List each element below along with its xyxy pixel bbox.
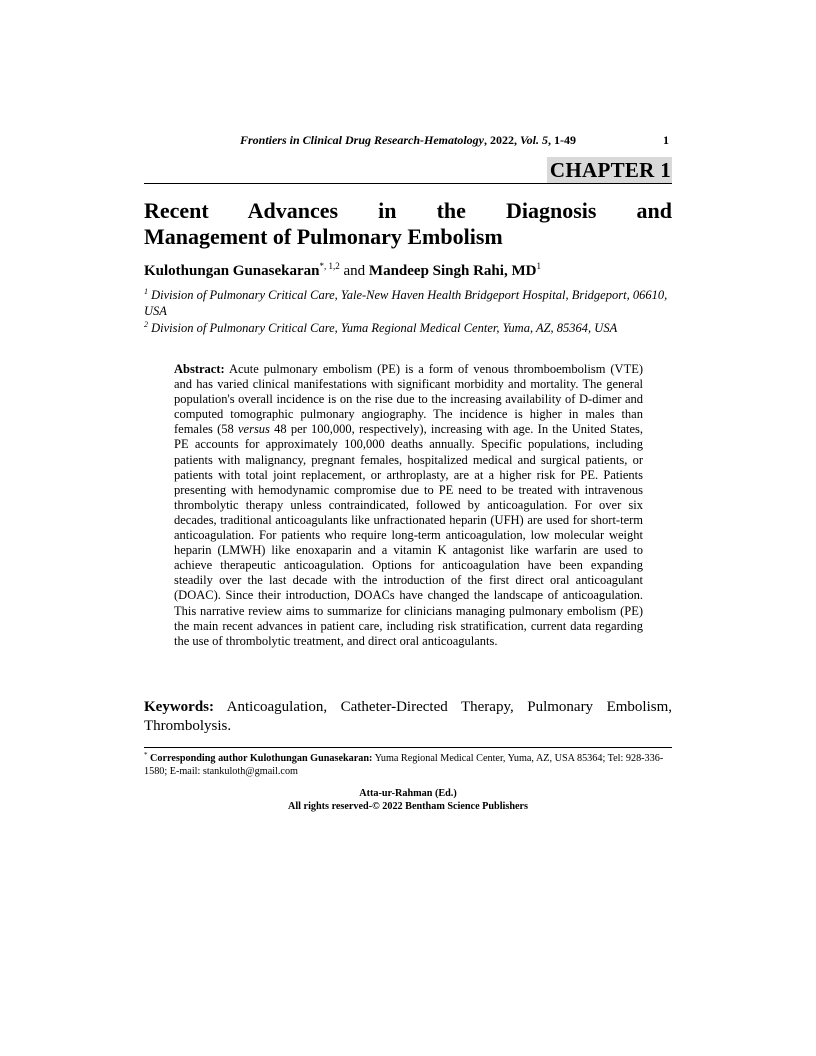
copyright-line: All rights reserved-© 2022 Bentham Science Publishers <box>287 800 529 812</box>
affiliation-1-text: Division of Pulmonary Critical Care, Yale-New Haven Health Bridgeport Hospital, Bridgeport, 06610, USA <box>144 288 668 318</box>
running-head <box>144 133 672 147</box>
journal-volume: Vol. 5 <box>520 133 549 147</box>
abstract-text-a: Acute pulmonary embolism (PE) is a form of venous thromboembolism (VTE) and has varied clinical manifestations with significant morbidity and mortality. The general population's overall incidence is on the rise due to the increasing availability of D-dimer and computed tomographic pulmonary angiography. The incidence is higher in males than females (58 <box>174 362 643 437</box>
affiliation-2-text: Division of Pulmonary Critical Care, Yuma Regional Medical Center, Yuma, AZ, 85364, USA <box>148 321 618 335</box>
keywords-text: Anticoagulation, Catheter-Directed Therapy, Pulmonary Embolism, Thrombolysis. <box>144 699 672 734</box>
editor-name: Atta-ur-Rahman (Ed.) <box>359 788 457 799</box>
author-2-affil-marker: 1 <box>536 261 541 271</box>
journal-year: , 2022, <box>484 133 520 147</box>
affiliation-1-marker: 1 <box>144 287 148 296</box>
footnote-divider <box>144 747 672 748</box>
chapter-header <box>144 157 672 184</box>
journal-citation <box>144 133 672 147</box>
journal-pages: , 1-49 <box>548 133 577 147</box>
journal-name: Frontiers in Clinical Drug Research-Hematology <box>239 133 484 147</box>
corresponding-author-footnote <box>144 752 672 778</box>
footnote-marker: * <box>144 751 148 759</box>
author-list <box>144 262 672 280</box>
page-title <box>144 198 672 250</box>
abstract <box>174 362 643 649</box>
affiliation-2-marker: 2 <box>144 320 148 329</box>
author-1-affil-marker: *, 1,2 <box>319 261 340 271</box>
keywords-label: Keywords: <box>144 699 214 715</box>
chapter-label: CHAPTER 1 <box>547 157 672 183</box>
abstract-label: Abstract: <box>174 362 225 376</box>
page-number: 1 <box>663 133 669 147</box>
affiliation-2 <box>144 320 672 336</box>
editor-credit <box>144 788 672 813</box>
keywords <box>144 698 672 736</box>
abstract-versus: versus <box>237 422 270 437</box>
abstract-text-b: 48 per 100,000, respectively), increasing with age. In the United States, PE accounts for approximately 100,000 deaths annually. Specific populations, including patients with malignancy, pregnant females, hospitalized medical and surgical patients, or patients with total joint replacement, or arthroplasty, are at a higher risk for PE. Patients presenting with hemodynamic compromise due to PE need to be treated with intravenous thrombolytic therapy unless contraindicated, followed by anticoagulation. For over six decades, traditional anticoagulants like unfractionated heparin (UFH) are used for short-term anticoagulation. For patients who require long-term anticoagulation, low molecular weight heparin (LMWH) like enoxaparin and a vitamin K antagonist like warfarin are used to achieve therapeutic anticoagulation. Options for anticoagulation have been expanding steadily over the last decade with the introduction of the first direct oral anticoagulant (DOAC). Since their introduction, DOACs have changed the landscape of anticoagulation. This narrative review aims to summarize for clinicians managing pulmonary embolism (PE) the main recent advances in patient care, including risk stratification, current data regarding the use of thrombolytic treatment, and direct oral anticoagulants. <box>174 422 644 648</box>
footnote-label: Corresponding author Kulothungan Gunasekaran: <box>147 753 373 764</box>
title-line-1: Recent Advances in the Diagnosis and <box>144 198 672 223</box>
author-1-name: Kulothungan Gunasekaran <box>144 263 320 279</box>
footnote-text: Yuma Regional Medical Center, Yuma, AZ, USA 85364; Tel: 928-336-1580; E-mail: stankuloth@gmail.com <box>144 753 664 777</box>
affiliation-1 <box>144 287 672 319</box>
title-line-2: Management of Pulmonary Embolism <box>144 224 503 249</box>
author-conjunction: and <box>339 263 369 279</box>
author-2-name: Mandeep Singh Rahi, MD <box>368 263 537 279</box>
